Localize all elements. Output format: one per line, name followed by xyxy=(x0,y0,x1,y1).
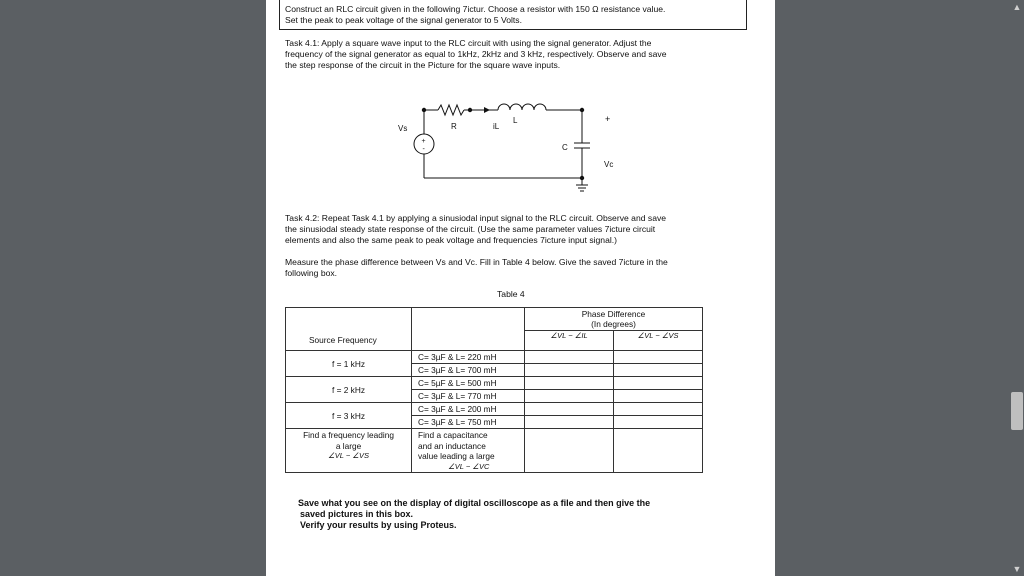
find-frequency-line-1: Find a frequency leading xyxy=(303,430,394,440)
save-box xyxy=(298,498,738,531)
table-cell[interactable] xyxy=(614,429,703,473)
scroll-down-arrow-icon[interactable]: ▼ xyxy=(1012,564,1022,574)
table-cell[interactable] xyxy=(614,416,703,429)
table-cell[interactable] xyxy=(614,390,703,403)
resistor-symbol xyxy=(438,105,464,115)
intro-line-2: Set the peak to peak voltage of the signal generator to 5 Volts. xyxy=(285,15,522,25)
label-r: R xyxy=(451,122,457,131)
row3-params-b: C= 3µF & L= 750 mH xyxy=(412,416,525,429)
find-capacitance-line-3: value leading a large xyxy=(418,451,495,461)
row1-params-a: C= 3µF & L= 220 mH xyxy=(412,351,525,364)
table-cell[interactable] xyxy=(614,377,703,390)
label-source-minus: - xyxy=(422,146,425,153)
save-box-line-2: saved pictures in this box. xyxy=(300,509,414,519)
table-4 xyxy=(285,307,703,473)
table-cell[interactable] xyxy=(614,403,703,416)
table-header-blank-mid-2 xyxy=(412,331,525,351)
table-header-blank-left xyxy=(286,308,412,331)
row2-params-a: C= 5µF & L= 500 mH xyxy=(412,377,525,390)
label-output-plus: + xyxy=(605,114,611,124)
inductor-symbol xyxy=(498,104,546,110)
scroll-up-arrow-icon[interactable]: ▲ xyxy=(1012,2,1022,12)
phase-difference-header xyxy=(525,308,703,331)
find-capacitance-cell xyxy=(412,429,525,473)
table-cell[interactable] xyxy=(614,351,703,364)
current-arrow xyxy=(484,107,490,113)
task42-line-1: Task 4.2: Repeat Task 4.1 by applying a sinusiodal input signal to the RLC circuit. Observe and save xyxy=(285,213,667,223)
label-c: C xyxy=(562,143,568,152)
freq-2khz: f = 2 kHz xyxy=(286,377,412,403)
table-cell[interactable] xyxy=(525,390,614,403)
table-cell[interactable] xyxy=(614,364,703,377)
label-source-plus: + xyxy=(421,138,426,145)
row1-params-b: C= 3µF & L= 700 mH xyxy=(412,364,525,377)
task41-line-2: frequency of the signal generator as equal to 1kHz, 2kHz and 3 kHz, respectively. Observe and save xyxy=(285,49,667,59)
table-cell[interactable] xyxy=(525,377,614,390)
find-capacitance-line-2: and an inductance xyxy=(418,440,486,451)
phase-header-title: Phase Difference xyxy=(581,309,646,319)
table-cell[interactable] xyxy=(525,416,614,429)
table-header-blank-mid xyxy=(412,308,525,331)
vertical-scrollbar[interactable] xyxy=(1010,0,1024,576)
label-l: L xyxy=(513,116,518,125)
measure-line-2: following box. xyxy=(285,268,338,278)
find-capacitance-line-1: Find a capacitance xyxy=(418,430,488,440)
table-cell[interactable] xyxy=(525,403,614,416)
row3-params-a: C= 3µF & L= 200 mH xyxy=(412,403,525,416)
row2-params-b: C= 3µF & L= 770 mH xyxy=(412,390,525,403)
save-box-line-1: Save what you see on the display of digital oscilloscope as a file and then give the xyxy=(298,498,651,508)
find-frequency-cell xyxy=(286,429,412,473)
label-vc: Vc xyxy=(604,160,614,169)
table-cell[interactable] xyxy=(525,429,614,473)
table-caption: Table 4 xyxy=(497,289,525,299)
freq-3khz: f = 3 kHz xyxy=(286,403,412,429)
table-cell[interactable] xyxy=(525,364,614,377)
intro-line-1: Construct an RLC circuit given in the following 7ictur. Choose a resistor with 150 Ω resistance value. xyxy=(285,4,666,14)
freq-1khz: f = 1 kHz xyxy=(286,351,412,377)
find-frequency-line-3: ∠VL − ∠VS xyxy=(327,451,370,460)
task42-line-2: the sinusiodal steady state response of the circuit. (Use the same parameter values 7icture circuit xyxy=(285,224,656,234)
task41-line-3: the step response of the circuit in the Picture for the square wave inputs. xyxy=(285,60,561,70)
source-frequency-header: Source Frequency xyxy=(286,331,412,351)
scrollbar-thumb[interactable] xyxy=(1011,392,1023,430)
phase-header-units: (In degrees) xyxy=(591,319,636,329)
label-vs: Vs xyxy=(398,124,408,133)
table-cell[interactable] xyxy=(525,351,614,364)
label-il: iL xyxy=(493,122,500,131)
task42-line-3: elements and also the same peak to peak voltage and frequencies 7icture input signal.) xyxy=(285,235,618,245)
document-page xyxy=(266,0,775,576)
measure-line-1: Measure the phase difference between Vs and Vc. Fill in Table 4 below. Give the saved 7icture in the xyxy=(285,257,668,267)
save-box-line-3: Verify your results by using Proteus. xyxy=(300,520,457,530)
col-vl-vs-header: ∠VL − ∠VS xyxy=(614,331,703,351)
rlc-circuit-diagram xyxy=(380,95,630,195)
find-capacitance-line-4: ∠VL − ∠VC xyxy=(448,461,490,471)
task41-line-1: Task 4.1: Apply a square wave input to the RLC circuit with using the signal generator. Adjust the xyxy=(285,38,652,48)
col-vl-il-header: ∠VL − ∠IL xyxy=(525,331,614,351)
find-frequency-line-2: a large xyxy=(335,440,362,451)
